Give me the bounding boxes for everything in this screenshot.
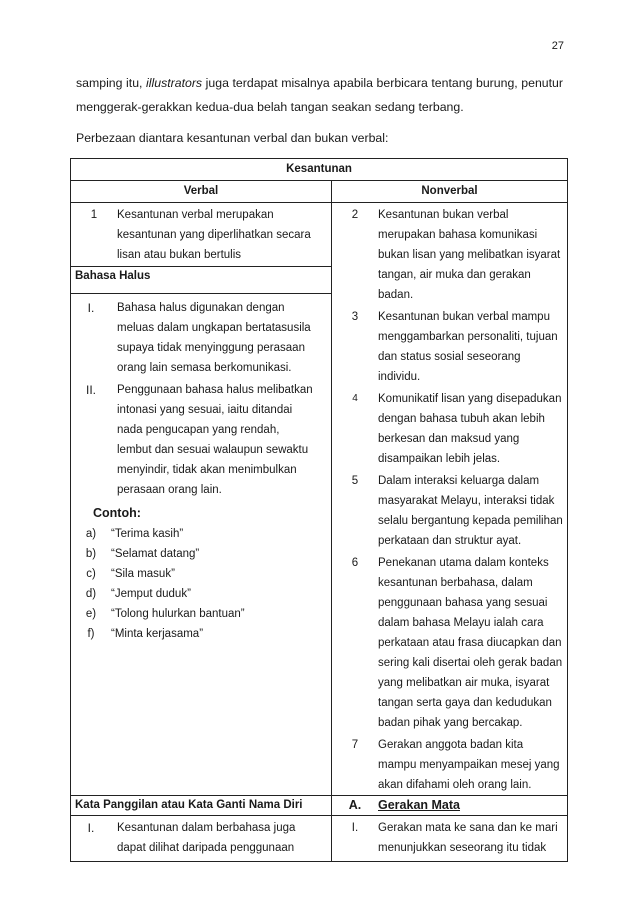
column-header-nonverbal: Nonverbal [332,181,568,203]
list-item [332,205,567,305]
item-text: “Minta kerjasama” [111,628,204,641]
item-text: Kesantunan verbal merupakan kesantunan yang diperlihatkan secara lisan atau bukan bertulis [117,209,311,261]
item-text: Kesantunan bukan verbal merupakan bahasa komunikasi bukan lisan yang melibatkan isyarat tangan, air muka dan gerakan badan. [378,209,561,301]
item-text: Bahasa halus digunakan dengan meluas dalam ungkapan bertatasusila supaya tidak menyinggung perasaan orang lain semasa berkomunikasi. [117,302,311,375]
item-letter: f) [87,628,95,641]
kata-panggilan-cell [71,816,332,862]
nonverbal-cell [332,203,568,796]
list-item [332,471,567,551]
item-number: I. [87,301,95,316]
list-item [332,389,567,469]
intro-text-b: juga terdapat misalnya apabila berbicara tentang burung, penutur menggerak-gerakkan kedua-dua belah tangan seakan sedang terbang. [76,76,563,114]
item-text: Kesantunan bukan verbal mampu menggambarkan personaliti, tujuan dan status sosial seseorang individu. [378,311,558,383]
column-header-verbal: Verbal [71,181,332,203]
item-letter: d) [85,588,97,601]
bahasa-halus-title-cell [71,267,332,294]
list-item [332,553,567,733]
intro-text-a: samping itu, [76,76,147,90]
item-text: “Selamat datang” [111,548,200,561]
list-item [332,307,567,387]
page-number: 27 [551,40,564,52]
intro-paragraph [76,71,563,119]
section-letter: A. [348,798,362,812]
list-item [71,624,331,644]
list-item [71,584,331,604]
item-number: 3 [351,311,359,323]
item-text: “Jemput duduk” [111,588,191,601]
item-number: 2 [351,209,359,221]
item-number: 6 [351,557,359,569]
list-item [71,298,331,378]
item-text: Dalam interaksi keluarga dalam masyarakat Melayu, interaksi tidak selalu bergantung kepada pemilihan perkataan dan struktur ayat. [378,475,563,547]
list-item [71,544,331,564]
intro-italic-term: illustrators [146,76,203,90]
list-item [71,380,331,500]
gerakan-mata-heading [332,796,567,815]
item-number: 1 [90,209,98,221]
gerakan-mata-cell [332,816,568,862]
kesantunan-table [70,158,568,862]
item-letter: a) [85,528,97,541]
list-item [71,205,331,265]
item-letter: c) [86,568,96,581]
list-item [71,818,331,858]
contoh-title: Contoh: [93,506,141,521]
item-text: Penggunaan bahasa halus melibatkan intonasi yang sesuai, iaitu ditandai nada pengucapan yang rendah, lembut dan sesuai walaupun sewaktu menyindir, tidak akan menimbulkan perasaan orang lain. [117,384,313,497]
item-text: “Sila masuk” [111,568,175,581]
gerakan-mata-title-cell [332,796,568,816]
list-item [332,818,567,858]
item-number: 7 [351,739,359,751]
item-number: II. [85,383,96,398]
item-number: 5 [351,475,359,487]
item-number: I. [87,821,95,835]
list-item [71,564,331,584]
list-item [71,524,331,544]
item-text: Kesantunan dalam berbahasa juga dapat dilihat daripada penggunaan [117,822,296,854]
item-text: Gerakan mata ke sana dan ke mari menunjukkan seseorang itu tidak [378,822,558,854]
item-text: “Tolong hulurkan bantuan” [111,608,245,621]
kata-panggilan-title-cell [71,796,332,816]
item-letter: e) [85,608,97,621]
table-title: Kesantunan [71,159,568,181]
item-text: Penekanan utama dalam konteks kesantunan berbahasa, dalam penggunaan bahasa yang sesuai dalam bahasa Melayu ialah cara perkataan atau frasa diucapkan dan sering kali disertai oleh gerak badan yang melibatkan air muka, isyarat tangan serta gaya dan kedudukan badan pihak yang bercakap. [378,557,563,729]
item-text: “Terima kasih” [111,528,184,541]
item-number: 4 [352,393,358,404]
bahasa-halus-title: Bahasa Halus [75,270,151,282]
kata-panggilan-title: Kata Panggilan atau Kata Ganti Nama Diri [75,799,303,811]
list-item [332,735,567,795]
gerakan-mata-title: Gerakan Mata [378,798,460,812]
item-letter: b) [85,548,97,561]
item-text: Komunikatif lisan yang disepadukan dengan bahasa tubuh akan lebih berkesan dan maksud yang disampaikan lebih jelas. [378,393,562,465]
item-text: Gerakan anggota badan kita mampu menyampaikan mesej yang akan difahami oleh orang lain. [378,739,560,791]
bahasa-halus-cell [71,294,332,796]
item-number: I. [351,822,359,834]
verbal-item-1-cell [71,203,332,267]
list-item [71,604,331,624]
comparison-lead: Perbezaan diantara kesantunan verbal dan bukan verbal: [76,131,389,145]
